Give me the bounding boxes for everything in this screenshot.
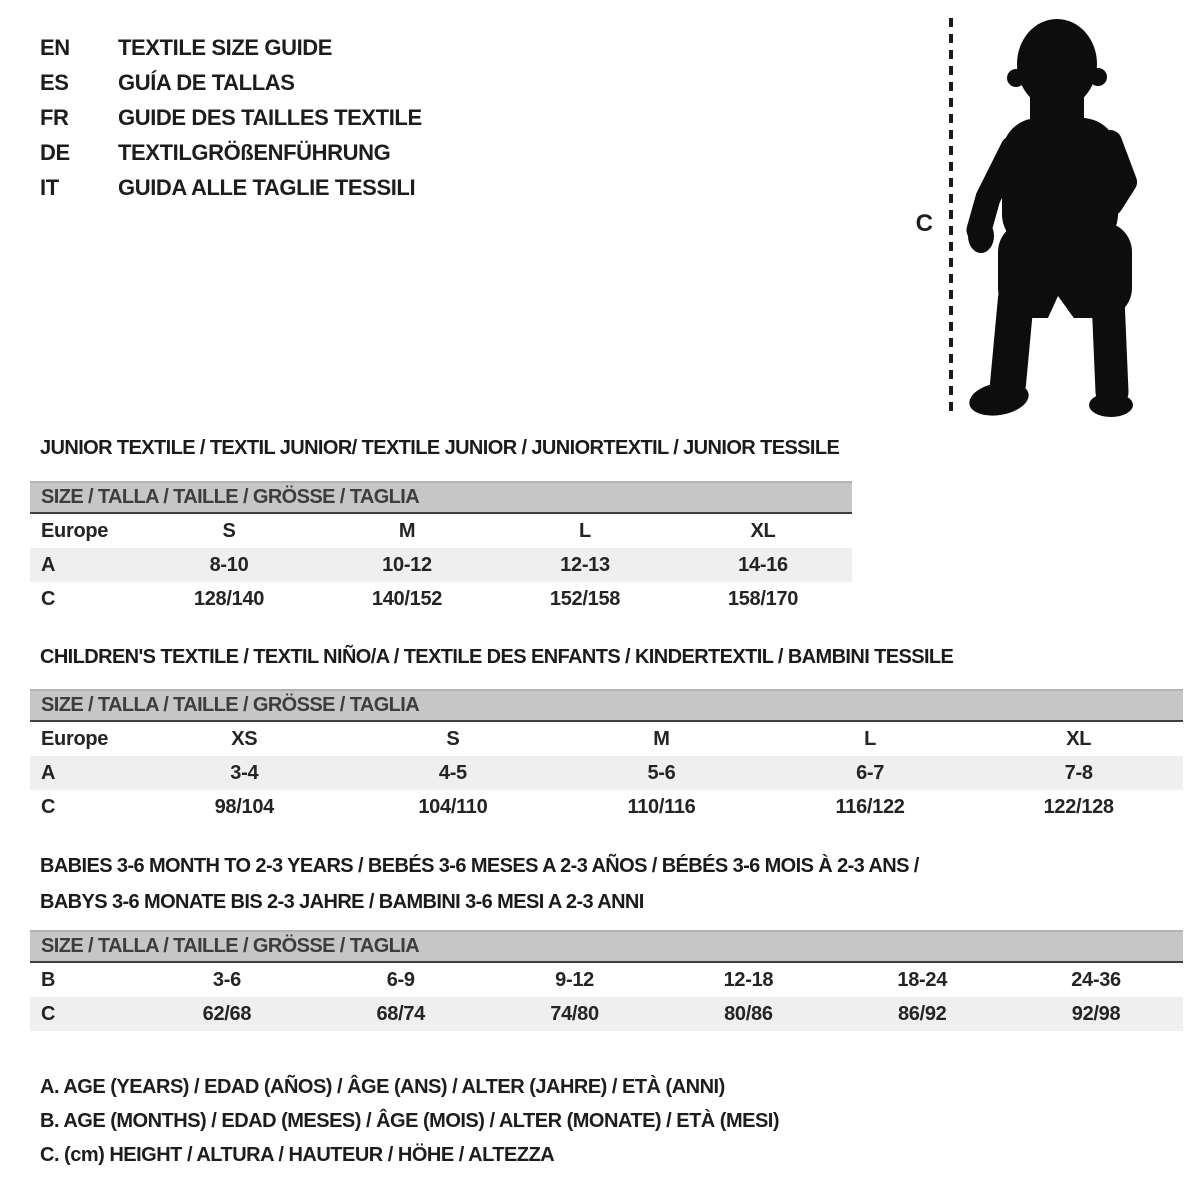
row-label: Europe [41, 519, 109, 542]
size-table [30, 481, 852, 616]
language-code: IT [40, 174, 59, 200]
table-row [30, 548, 852, 582]
size-table [30, 689, 1183, 824]
table-row [30, 756, 1183, 790]
size-value-cell: 122/128 [1043, 795, 1114, 818]
row-label: Europe [41, 727, 109, 750]
size-value-cell: 14-16 [738, 553, 788, 576]
size-value-cell: 62/68 [202, 1002, 252, 1025]
section-heading-line2: BABYS 3-6 MONATE BIS 2-3 JAHRE / BAMBINI 3-6 MESI A 2-3 ANNI [40, 891, 644, 913]
section-children-textile [30, 645, 1183, 824]
size-value-cell: 6-9 [386, 968, 415, 991]
language-code: FR [40, 104, 69, 130]
size-value-cell: L [579, 519, 591, 542]
section-heading: JUNIOR TEXTILE / TEXTIL JUNIOR/ TEXTILE JUNIOR / JUNIORTEXTIL / JUNIOR TESSILE [40, 437, 840, 459]
table-rows [30, 722, 1183, 824]
size-value-cell: 80/86 [724, 1002, 773, 1025]
language-row [40, 100, 422, 135]
size-value-cell: 5-6 [647, 761, 676, 784]
size-value-cell: 9-12 [555, 968, 594, 991]
size-table [30, 930, 1183, 1031]
size-value-cell: 12-18 [723, 968, 774, 991]
footnote-line: C. (cm) HEIGHT / ALTURA / HAUTEUR / HÖHE / ALTEZZA [40, 1144, 555, 1166]
size-value-cell: 92/98 [1071, 1002, 1121, 1025]
size-header-bar: SIZE / TALLA / TAILLE / GRÖSSE / TAGLIA [30, 689, 1183, 722]
section-babies-textile [30, 848, 1183, 1031]
size-value-cell: S [222, 519, 236, 542]
size-value-cell: 152/158 [549, 587, 621, 610]
size-value-cell: 110/116 [627, 795, 696, 818]
size-value-cell: 12-13 [560, 553, 610, 576]
table-rows [30, 963, 1183, 1031]
size-value-cell: 3-4 [230, 761, 259, 784]
language-row [40, 135, 422, 170]
size-value-cell: M [653, 727, 670, 750]
row-label: C [41, 795, 56, 818]
size-value-cell: 18-24 [897, 968, 948, 991]
size-value-cell: 98/104 [214, 795, 274, 818]
footnote-line: B. AGE (MONTHS) / EDAD (MESES) / ÂGE (MOIS) / ALTER (MONATE) / ETÀ (MESI) [40, 1110, 780, 1132]
language-title: GUIDA ALLE TAGLIE TESSILI [118, 174, 416, 200]
size-header-bar: SIZE / TALLA / TAILLE / GRÖSSE / TAGLIA [30, 930, 1183, 963]
row-label: A [41, 553, 56, 576]
size-value-cell: 104/110 [418, 795, 488, 818]
footnote-line: A. AGE (YEARS) / EDAD (AÑOS) / ÂGE (ANS) / ALTER (JAHRE) / ETÀ (ANNI) [40, 1076, 725, 1098]
language-code: DE [40, 139, 70, 165]
language-code: ES [40, 69, 69, 95]
toddler-silhouette-icon [967, 19, 1133, 420]
size-value-cell: 116/122 [835, 795, 905, 818]
row-label: B [41, 968, 56, 991]
table-row [30, 790, 1183, 824]
section-junior-textile [30, 436, 852, 616]
table-row [30, 722, 1183, 756]
footnotes [40, 1070, 779, 1172]
row-label: A [41, 761, 56, 784]
size-value-cell: 4-5 [438, 761, 467, 784]
size-value-cell: XS [231, 727, 258, 750]
table-row [30, 997, 1183, 1031]
row-label: C [41, 1002, 56, 1025]
size-value-cell: 128/140 [193, 587, 265, 610]
language-title: TEXTILGRÖßENFÜHRUNG [118, 139, 391, 165]
language-code: EN [40, 34, 70, 60]
size-value-cell: 3-6 [212, 968, 241, 991]
child-figure [880, 0, 1200, 440]
size-value-cell: S [446, 727, 460, 750]
height-measure-label: C [915, 210, 933, 237]
size-header-bar: SIZE / TALLA / TAILLE / GRÖSSE / TAGLIA [30, 481, 852, 514]
row-label: C [41, 587, 56, 610]
size-value-cell: 10-12 [382, 553, 432, 576]
size-value-cell: 7-8 [1064, 761, 1093, 784]
language-title: GUÍA DE TALLAS [118, 69, 295, 95]
section-heading: CHILDREN'S TEXTILE / TEXTIL NIÑO/A / TEXTILE DES ENFANTS / KINDERTEXTIL / BAMBINI TESSILE [40, 646, 954, 668]
size-value-cell: 86/92 [897, 1002, 947, 1025]
size-value-cell: L [864, 727, 877, 750]
table-row [30, 582, 852, 616]
size-value-cell: XL [1066, 727, 1092, 750]
language-title-list [40, 30, 422, 205]
size-value-cell: 74/80 [550, 1002, 599, 1025]
size-value-cell: 140/152 [371, 587, 443, 610]
size-value-cell: M [398, 519, 416, 542]
language-row [40, 170, 422, 205]
size-value-cell: 24-36 [1071, 968, 1121, 991]
language-title: TEXTILE SIZE GUIDE [118, 34, 333, 60]
language-title: GUIDE DES TAILLES TEXTILE [118, 104, 422, 130]
section-heading: BABIES 3-6 MONTH TO 2-3 YEARS / BEBÉS 3-6 MESES A 2-3 AÑOS / BÉBÉS 3-6 MOIS À 2-3 ANS / [40, 855, 919, 877]
language-row [40, 65, 422, 100]
size-value-cell: 68/74 [376, 1002, 426, 1025]
table-rows [30, 514, 852, 616]
size-value-cell: XL [750, 519, 776, 542]
table-row [30, 963, 1183, 997]
table-row [30, 514, 852, 548]
size-value-cell: 8-10 [209, 553, 249, 576]
language-row [40, 30, 422, 65]
size-value-cell: 6-7 [856, 761, 885, 784]
size-value-cell: 158/170 [727, 587, 799, 610]
